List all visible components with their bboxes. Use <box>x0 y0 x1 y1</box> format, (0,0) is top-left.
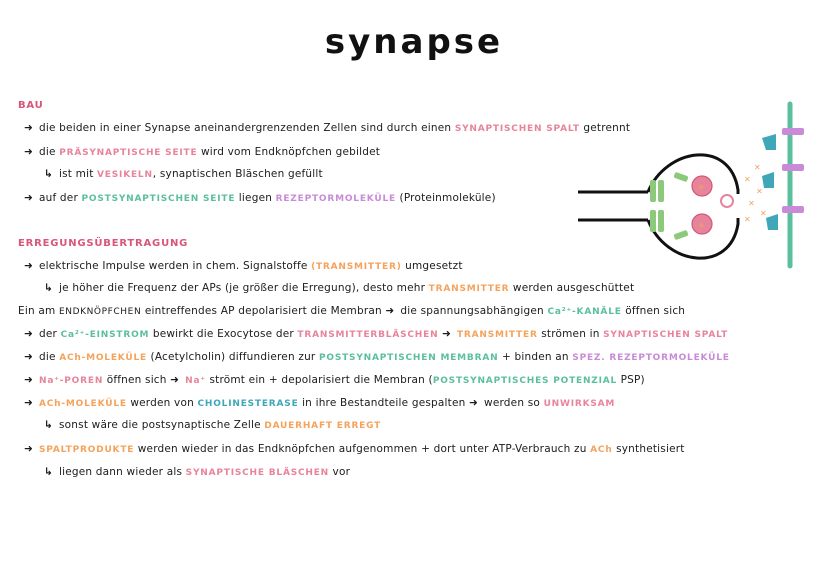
synapse-diagram <box>570 98 815 270</box>
ca-channel <box>650 210 656 232</box>
erregung-line-5: ➜ die ACh-MOLEKÜLE (Acetylcholin) diffundieren zur POSTSYNAPTISCHEN MEMBRAN + binden an SPEZ. REZEPTORMOLEKÜLE <box>24 351 730 363</box>
ca-channel <box>658 210 664 232</box>
sub-arrow-icon: ↳ <box>44 168 53 180</box>
bau-line-4: ➜ auf der POSTSYNAPTISCHEN SEITE liegen REZEPTORMOLEKÜLE (Proteinmoleküle) <box>24 192 496 204</box>
svg-text:✳: ✳ <box>698 221 705 230</box>
arrow-icon: ➜ <box>24 146 33 158</box>
ca-ion-marker <box>673 230 688 240</box>
bau-line-2: ➜ die PRÄSYNAPTISCHE SEITE wird vom Endknöpfchen gebildet <box>24 146 381 158</box>
ca-ion-marker <box>673 172 688 182</box>
erregung-line-7: ➜ ACh-MOLEKÜLE werden von CHOLINESTERASE in ihre Bestandteile gespalten ➜ werden so UNWIRKSAM <box>24 397 616 409</box>
erregung-line-6: ➜ Na⁺-POREN öffnen sich ➜ Na⁺ strömt ein + depolarisiert die Membran (POSTSYNAPTISCHES POTENZIAL PSP) <box>24 374 645 386</box>
section-heading-erregung: ERREGUNGSÜBERTRAGUNG <box>18 238 189 249</box>
erregung-line-2: ↳ je höher die Frequenz der APs (je größer die Erregung), desto mehr TRANSMITTER werden ausgeschüttet <box>44 282 635 294</box>
sub-arrow-icon: ↳ <box>44 466 53 478</box>
page-title: synapse <box>324 22 504 62</box>
sub-arrow-icon: ↳ <box>44 282 53 294</box>
arrow-icon: ➜ <box>385 305 395 317</box>
receptor-molecules <box>782 128 804 213</box>
arrow-icon: ➜ <box>441 328 451 340</box>
erregung-line-8: ↳ sonst wäre die postsynaptische Zelle DAUERHAFT ERREGT <box>44 419 382 431</box>
arrow-icon: ➜ <box>24 260 33 272</box>
svg-text:✕: ✕ <box>754 163 761 172</box>
bau-line-3: ↳ ist mit VESIKELN, synaptischen Bläschen gefüllt <box>44 168 323 180</box>
arrow-icon: ➜ <box>24 122 33 134</box>
erregung-line-3: Ein am ENDKNÖPFCHEN eintreffendes AP depolarisiert die Membran ➜ die spannungsabhängigen Ca²⁺-KANÄLE öffnen sich <box>18 305 686 317</box>
arrow-icon: ➜ <box>24 192 33 204</box>
section-heading-bau: BAU <box>18 100 44 111</box>
arrow-icon: ➜ <box>24 374 33 386</box>
bau-line-1: ➜ die beiden in einer Synapse aneinandergrenzenden Zellen sind durch einen SYNAPTISCHEN SPALT getrennt <box>24 122 631 134</box>
ca-channel <box>650 180 656 202</box>
svg-text:✕: ✕ <box>744 215 751 224</box>
arrow-icon: ➜ <box>170 374 180 386</box>
erregung-line-4: ➜ der Ca²⁺-EINSTROM bewirkt die Exocytose der TRANSMITTERBLÄSCHEN ➜ TRANSMITTER strömen in SYNAPTISCHEN SPALT <box>24 328 729 340</box>
svg-text:✕: ✕ <box>756 187 763 196</box>
erregung-line-10: ↳ liegen dann wieder als SYNAPTISCHE BLÄSCHEN vor <box>44 466 351 478</box>
svg-text:✕: ✕ <box>744 175 751 184</box>
svg-text:✕: ✕ <box>748 199 755 208</box>
arrow-icon: ➜ <box>24 397 33 409</box>
arrow-icon: ➜ <box>24 443 33 455</box>
svg-text:✕: ✕ <box>760 209 767 218</box>
arrow-icon: ➜ <box>24 351 33 363</box>
sub-arrow-icon: ↳ <box>44 419 53 431</box>
fusing-vesicle <box>721 195 733 207</box>
erregung-line-1: ➜ elektrische Impulse werden in chem. Signalstoffe (TRANSMITTER) umgesetzt <box>24 260 463 272</box>
erregung-line-9: ➜ SPALTPRODUKTE werden wieder in das Endknöpfchen aufgenommen + dort unter ATP-Verbrauch zu ACh synthetisiert <box>24 443 685 455</box>
arrow-icon: ➜ <box>469 397 479 409</box>
ca-channel <box>658 180 664 202</box>
svg-text:✳: ✳ <box>698 183 705 192</box>
arrow-icon: ➜ <box>24 328 33 340</box>
